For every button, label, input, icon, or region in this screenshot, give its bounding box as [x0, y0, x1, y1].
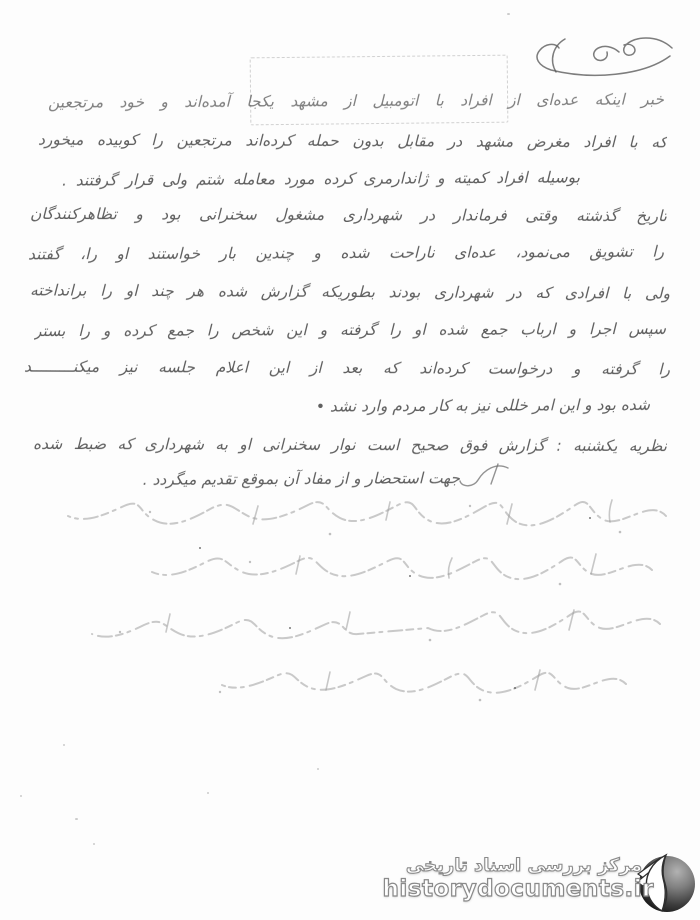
handwritten-line: جهت استحضار و از مفاد آن بموقع تقدیم میگردد . [142, 469, 461, 489]
handwritten-line: شده بود و این امر خللی نیز به کار مردم وارد نشد • [315, 395, 651, 416]
handwritten-line: نظریه یکشنبه : گزارش فوق صحیح است نوار سخنرانی او به شهرداری که ضبط شده [32, 434, 668, 456]
handwritten-line: بوسیله افراد کمیته و ژاندارمری کرده مورد معامله شتم ولی قرار گرفتند . [61, 168, 581, 190]
handwritten-line: را گرفته و درخواست کرده‌اند که بعد از این اعلام جلسه نیز میکنـــــــــد [23, 357, 671, 379]
scan-speck [507, 13, 510, 15]
handwritten-line: تاریخ گذشته وقتی فرماندار در شهرداری مشغول سخنرانی بود و تظاهرکنندگان [29, 204, 668, 226]
scan-speck [317, 768, 319, 770]
handwritten-annotation [0, 492, 700, 732]
watermark-title: مرکز بررسی اسناد تاریخی [405, 855, 642, 876]
scan-speck [93, 843, 95, 845]
handwritten-line: را تشویق می‌نمود، عده‌ای ناراحت شده و چندین بار خواستند او را، گفتند [27, 242, 665, 264]
handwritten-line: ولی با افرادی که در شهرداری بودند بطوریکه گزارش شده هر چند او را برانداخته [29, 281, 671, 303]
watermark-url: historydocuments.ir [382, 876, 654, 902]
scan-speck [20, 795, 22, 797]
handwritten-line: سپس اجرا و ارباب جمع شده او را گرفته و این شخص را جمع کرده و را بستر [33, 319, 667, 341]
handwritten-line: که با افراد مغرض مشهد در مقابل بدون حمله کرده‌اند مرتجعین را کوبیده میخورد [37, 130, 668, 152]
scan-speck [63, 744, 65, 746]
handwritten-mark-top-right [525, 32, 680, 84]
scan-speck [75, 818, 78, 820]
handwritten-line: خبر اینکه عده‌ای از افراد با اتومبیل از مشهد یکجا آمده‌اند و خود مرتجعین [47, 90, 665, 112]
signature-mark [452, 458, 514, 492]
watermark [382, 850, 696, 916]
scan-speck [207, 792, 209, 794]
